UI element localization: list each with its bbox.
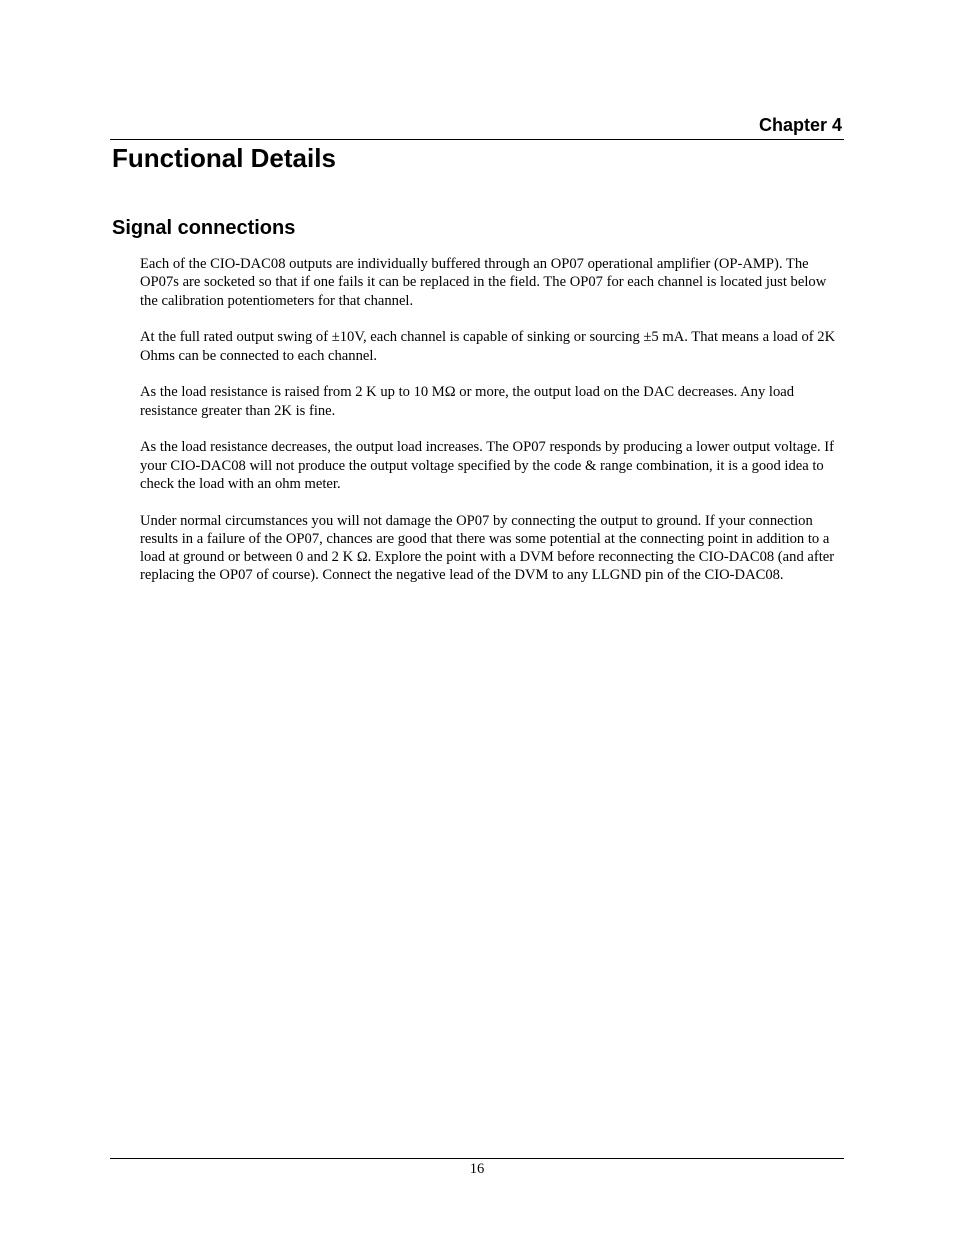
section-body — [140, 255, 840, 603]
paragraph: Each of the CIO-DAC08 outputs are individually buffered through an OP07 operational amplifier (OP-AMP). The OP07s are socketed so that if one fails it can be replaced in the field. The OP07 for each channel is located just below the calibration potentiometers for that channel. — [140, 256, 827, 309]
paragraph: As the load resistance decreases, the output load increases. The OP07 responds by producing a lower output voltage. If your CIO-DAC08 will not produce the output voltage specified by the code & range combination, it is a good idea to check the load with an ohm meter. — [140, 439, 834, 492]
paragraph: As the load resistance is raised from 2 K up to 10 MΩ or more, the output load on the DAC decreases. Any load resistance greater than 2K is fine. — [140, 384, 795, 419]
header-rule — [110, 139, 844, 140]
section-title: Signal connections — [112, 217, 296, 239]
paragraph: At the full rated output swing of ±10V, each channel is capable of sinking or sourcing ±5 mA. That means a load of 2K Ohms can be connected to each channel. — [140, 329, 836, 364]
chapter-title: Functional Details — [112, 143, 336, 173]
paragraph: Under normal circumstances you will not damage the OP07 by connecting the output to ground. If your connection results in a failure of the OP07, chances are good that there was some potential at the connecting point in addition to a load at ground or between 0 and 2 K Ω. Explore the point with a DVM before reconnecting the CIO-DAC08 (and after replacing the OP07 of course). Connect the negative lead of the DVM to any LLGND pin of the CIO-DAC08. — [140, 512, 835, 584]
chapter-label: Chapter 4 — [758, 115, 842, 135]
footer-rule — [110, 1158, 844, 1159]
page-number: 16 — [469, 1161, 485, 1177]
